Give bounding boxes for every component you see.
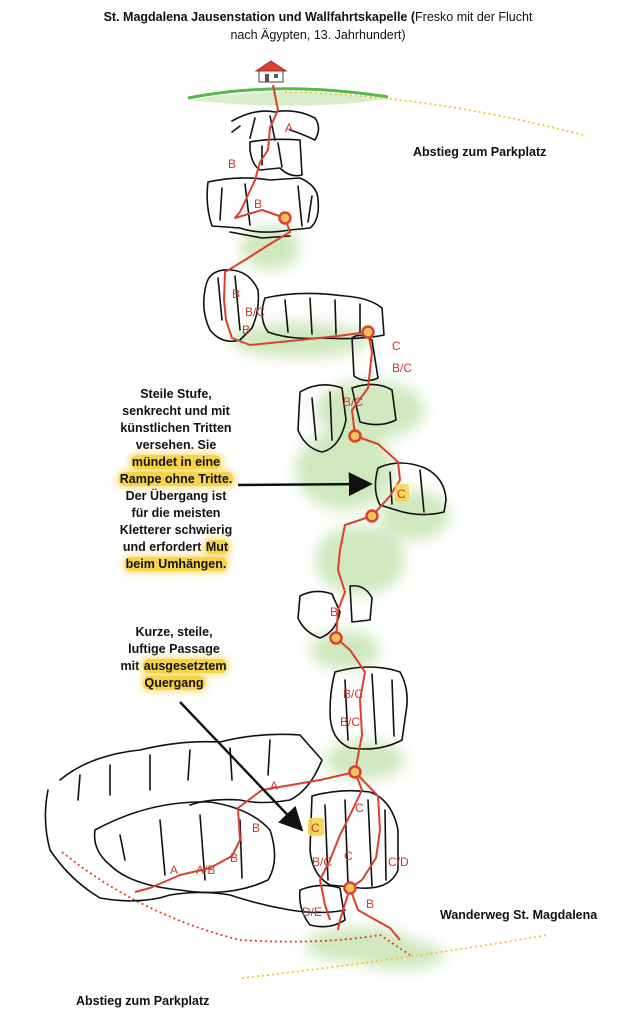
- title-bold: St. Magdalena Jausenstation und Wallfahrtskapelle (: [103, 10, 416, 24]
- grade-label: B: [330, 605, 339, 619]
- title-rest-1: Fresko mit der Flucht: [415, 10, 533, 24]
- grade-label: B/C: [343, 687, 364, 701]
- note-line: Kletterer schwierig: [119, 523, 233, 537]
- house-icon: [256, 61, 286, 82]
- grade-label: B/C: [343, 395, 364, 409]
- grade-label: A: [270, 779, 279, 793]
- note-line: und erfordert: [122, 540, 205, 554]
- note-exposed-traverse: [104, 624, 244, 692]
- grade-label: B/C: [245, 305, 266, 319]
- note-line: Steile Stufe,: [140, 387, 212, 401]
- grade-label: A: [170, 863, 179, 877]
- note-highlight: beim Umhängen.: [125, 557, 227, 571]
- note-line: senkrecht und mit: [122, 404, 230, 418]
- grade-label: C: [355, 801, 364, 815]
- belay-station-icon: [350, 767, 361, 778]
- grade-label: B: [232, 287, 241, 301]
- belay-station-icon: [331, 633, 342, 644]
- grade-label: B/C: [312, 855, 333, 869]
- grade-label: B: [228, 157, 237, 171]
- descent-bottom-label: Abstieg zum Parkplatz: [76, 994, 210, 1008]
- note-line: mit: [120, 659, 143, 673]
- descent-top-label: Abstieg zum Parkplatz: [413, 145, 547, 159]
- grade-label: B/C: [340, 715, 361, 729]
- note-highlight: Quergang: [144, 676, 204, 690]
- grade-label: B: [230, 851, 239, 865]
- grade-label: C/D: [388, 855, 409, 869]
- note-line: Kurze, steile,: [135, 625, 213, 639]
- note-line: für die meisten: [131, 506, 221, 520]
- belay-station-icon: [350, 431, 361, 442]
- belay-station-icon: [367, 511, 378, 522]
- belay-station-icon: [280, 213, 291, 224]
- note-line: versehen. Sie: [135, 438, 217, 452]
- note-highlight: Mut: [205, 540, 229, 554]
- grade-label: C: [344, 849, 353, 863]
- grade-label: D/E: [302, 905, 323, 919]
- grade-label: C: [311, 821, 320, 835]
- belay-station-icon: [345, 883, 356, 894]
- note-highlight: mündet in eine: [131, 455, 221, 469]
- note-line: Der Übergang ist: [125, 489, 227, 503]
- grade-label: B/C: [392, 361, 413, 375]
- belay-station-icon: [363, 327, 374, 338]
- title-rest-2: nach Ägypten, 13. Jahrhundert): [230, 28, 406, 42]
- grade-label: B: [254, 197, 263, 211]
- note-highlight: Rampe ohne Tritte.: [119, 472, 233, 486]
- grade-label: C: [392, 339, 401, 353]
- trail-label: Wanderweg St. Magdalena: [440, 908, 598, 922]
- note-steep-step: [96, 386, 256, 573]
- grade-label: C: [397, 487, 406, 501]
- grade-label: A: [285, 121, 294, 135]
- note-highlight: ausgesetztem: [143, 659, 227, 673]
- grade-label: A/B: [196, 863, 216, 877]
- note-line: künstlichen Tritten: [120, 421, 232, 435]
- grade-label: B: [252, 821, 261, 835]
- grass-patches: [230, 226, 450, 970]
- arrow-1: [238, 484, 368, 485]
- grade-label: B: [242, 323, 251, 337]
- grade-label: B: [366, 897, 375, 911]
- note-line: luftige Passage: [128, 642, 220, 656]
